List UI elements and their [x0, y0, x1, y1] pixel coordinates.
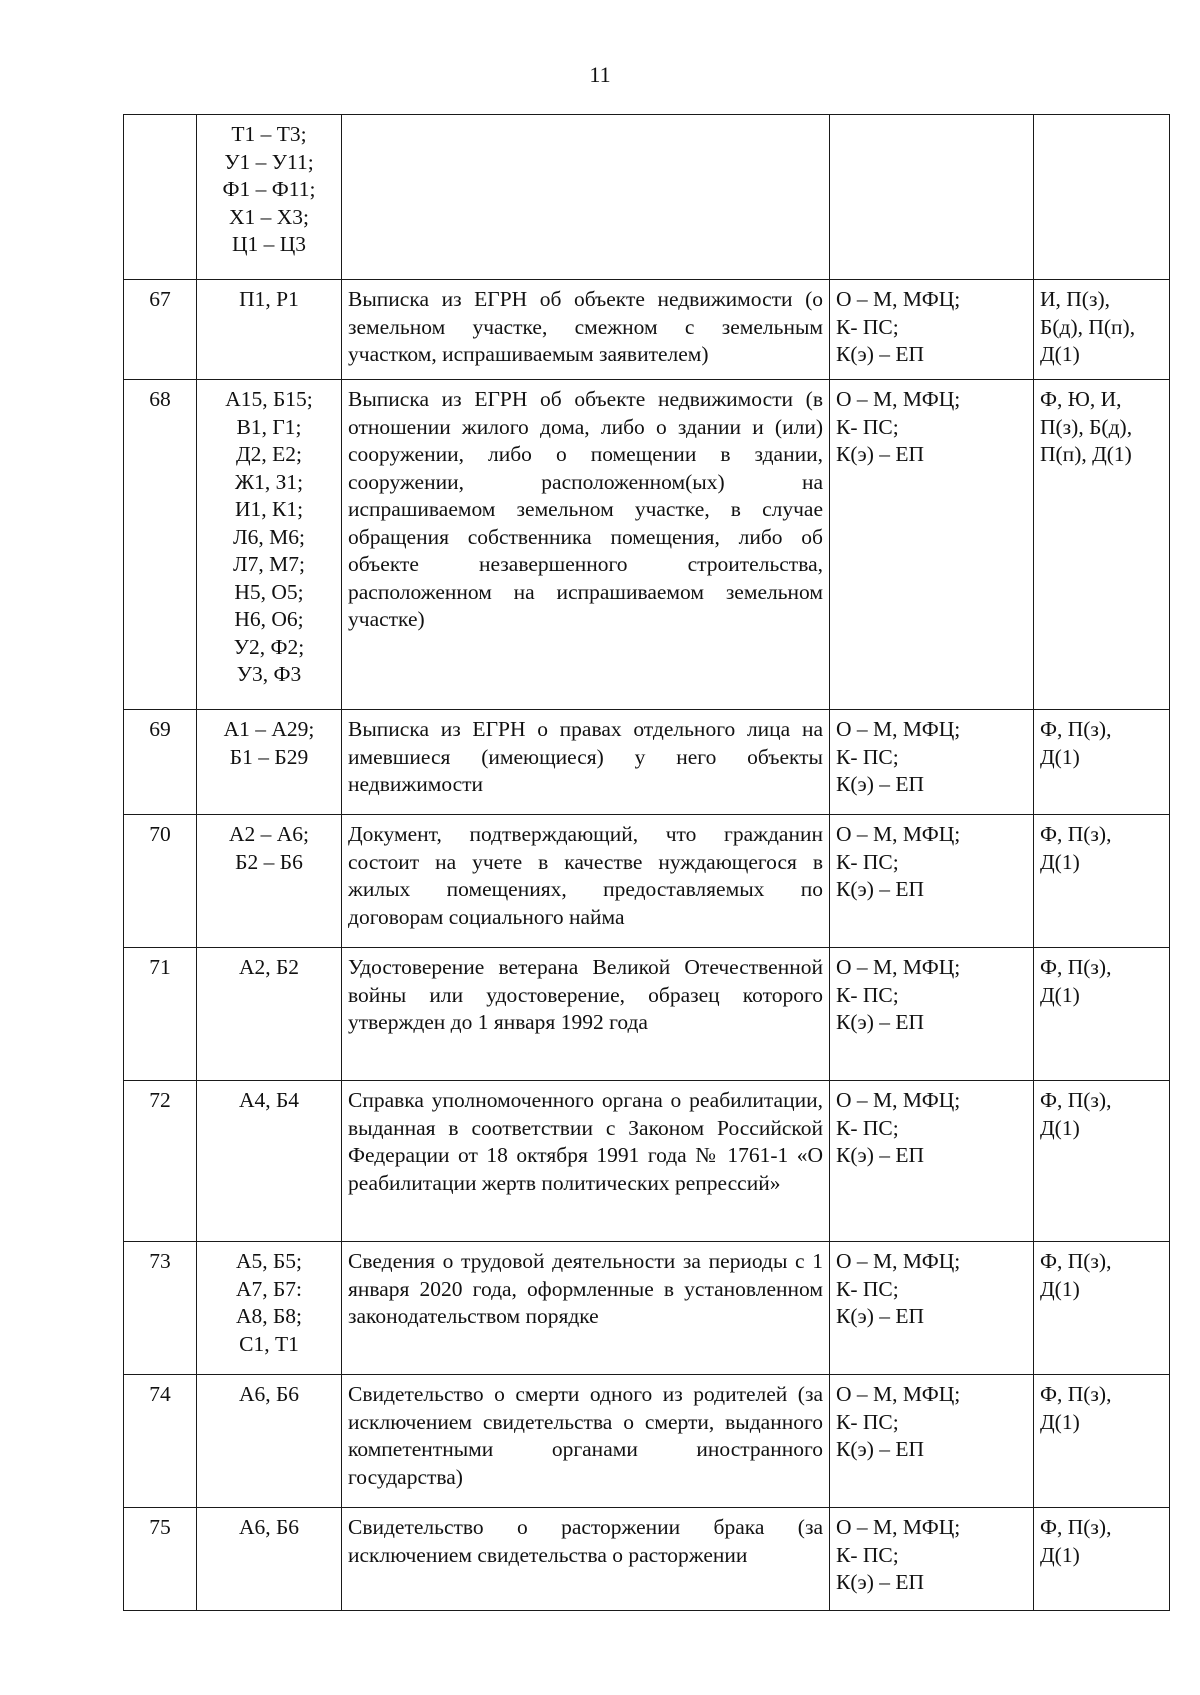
submission-mode: О – М, МФЦ; — [836, 1515, 961, 1539]
submission-mode: К(э) – ЕП — [836, 1437, 925, 1461]
applicant-category: П(з), Б(д), — [1040, 414, 1133, 439]
applicant-category: Ф, П(з), — [1040, 955, 1112, 979]
zone-code: У1 – У11; — [224, 149, 314, 174]
zone-code: Н6, О6; — [234, 607, 304, 631]
zone-codes-cell — [197, 710, 342, 815]
row-number: 69 — [124, 710, 197, 815]
zone-code: Д2, Е2; — [235, 442, 303, 466]
row-number: 74 — [124, 1375, 197, 1508]
zone-code: С1, Т1 — [239, 1331, 299, 1356]
submission-mode: К(э) – ЕП — [836, 1010, 925, 1034]
table-row — [124, 280, 1170, 380]
applicant-category-cell — [1034, 710, 1170, 815]
submission-mode-cell — [830, 1242, 1034, 1375]
document-description-cell — [342, 815, 830, 948]
submission-mode: К(э) – ЕП — [836, 442, 925, 466]
document-description-cell — [342, 380, 830, 710]
applicant-category: Д(1) — [1040, 982, 1080, 1007]
zone-code: Б2 – Б6 — [235, 849, 303, 874]
document-description-cell — [342, 1242, 830, 1375]
submission-mode-cell — [830, 115, 1034, 280]
submission-mode-cell — [830, 1508, 1034, 1611]
row-number: 70 — [124, 815, 197, 948]
applicant-category: Д(1) — [1040, 1276, 1080, 1301]
table-row — [124, 115, 1170, 280]
submission-mode-cell — [830, 815, 1034, 948]
applicant-category: Д(1) — [1040, 1542, 1080, 1567]
table-body — [124, 115, 1170, 1611]
applicant-category: Ф, П(з), — [1040, 1249, 1112, 1273]
applicant-category: П(п), Д(1) — [1040, 442, 1132, 466]
applicant-category-cell — [1034, 380, 1170, 710]
zone-code: А5, Б5; — [235, 1249, 303, 1273]
document-description-cell — [342, 948, 830, 1081]
table-row — [124, 1081, 1170, 1242]
submission-mode: К(э) – ЕП — [836, 877, 925, 901]
submission-mode: К- ПС; — [836, 314, 899, 339]
document-description: Выписка из ЕГРН об объекте недвижимости (о земельном участке, смежном с земельным участком, испрашиваемым заявителем) — [348, 287, 823, 366]
zone-code: А1 – А29; — [223, 717, 315, 741]
applicant-category-cell — [1034, 1081, 1170, 1242]
submission-mode: К(э) – ЕП — [836, 1570, 925, 1594]
zone-codes-cell — [197, 1508, 342, 1611]
zone-code: Л7, М7; — [233, 552, 305, 576]
submission-mode: К- ПС; — [836, 1542, 899, 1567]
zone-code: А2, Б2 — [238, 955, 300, 979]
submission-mode: К(э) – ЕП — [836, 342, 925, 366]
row-number: 75 — [124, 1508, 197, 1611]
submission-mode: О – М, МФЦ; — [836, 717, 961, 741]
applicant-category: Ф, П(з), — [1040, 822, 1112, 846]
document-description: Сведения о трудовой деятельности за периоды с 1 января 2020 года, оформленные в установленном законодательством порядке — [348, 1249, 823, 1328]
zone-code: Л6, М6; — [233, 524, 305, 549]
document-description-cell — [342, 115, 830, 280]
table-row — [124, 1508, 1170, 1611]
document-description-cell — [342, 1508, 830, 1611]
zone-codes-cell — [197, 380, 342, 710]
document-description: Выписка из ЕГРН об объекте недвижимости (в отношении жилого дома, либо о здании и (или) сооружении, либо о помещении в здании, сооружении, расположенном(ых) на испрашиваемом земельном участке, в случае обращения собственника помещения, либо об объекте незавершенного строительства, расположенном на испрашиваемом земельном участке) — [348, 387, 823, 631]
submission-mode-cell — [830, 280, 1034, 380]
zone-codes-cell — [197, 115, 342, 280]
submission-mode: К- ПС; — [836, 849, 899, 874]
applicant-category-cell — [1034, 1242, 1170, 1375]
zone-codes-cell — [197, 1081, 342, 1242]
submission-mode: О – М, МФЦ; — [836, 387, 961, 411]
submission-mode: К- ПС; — [836, 414, 899, 439]
zone-code: В1, Г1; — [236, 414, 302, 439]
submission-mode: О – М, МФЦ; — [836, 1382, 961, 1406]
table-row — [124, 1375, 1170, 1508]
document-description-cell — [342, 1081, 830, 1242]
zone-code: А6, Б6 — [238, 1382, 300, 1406]
submission-mode: О – М, МФЦ; — [836, 822, 961, 846]
row-number: 68 — [124, 380, 197, 710]
table-row — [124, 380, 1170, 710]
document-description: Выписка из ЕГРН о правах отдельного лица на имевшиеся (имеющиеся) у него объекты недвижимости — [348, 717, 823, 796]
document-description-cell — [342, 1375, 830, 1508]
submission-mode: К(э) – ЕП — [836, 772, 925, 796]
table-row — [124, 948, 1170, 1081]
zone-code: У2, Ф2; — [233, 634, 305, 659]
submission-mode: К- ПС; — [836, 1276, 899, 1301]
row-number: 67 — [124, 280, 197, 380]
submission-mode-cell — [830, 1375, 1034, 1508]
submission-mode: К- ПС; — [836, 982, 899, 1007]
zone-codes-cell — [197, 1242, 342, 1375]
zone-code: А8, Б8; — [235, 1304, 303, 1328]
table-row — [124, 815, 1170, 948]
applicant-category: Б(д), П(п), — [1040, 314, 1136, 339]
zone-code: А6, Б6 — [238, 1515, 300, 1539]
zone-codes-cell — [197, 815, 342, 948]
zone-code: Ж1, З1; — [234, 469, 304, 494]
zone-codes-cell — [197, 1375, 342, 1508]
zone-code: Б1 – Б29 — [229, 744, 309, 769]
zone-code: Ц1 – Ц3 — [231, 232, 307, 256]
row-number: 72 — [124, 1081, 197, 1242]
submission-mode: О – М, МФЦ; — [836, 1249, 961, 1273]
zone-code: А7, Б7: — [235, 1276, 303, 1301]
submission-mode-cell — [830, 1081, 1034, 1242]
submission-mode: К(э) – ЕП — [836, 1143, 925, 1167]
applicant-category: Ф, П(з), — [1040, 1088, 1112, 1112]
document-description: Свидетельство о расторжении брака (за исключением свидетельства о расторжении — [348, 1515, 823, 1567]
table-row — [124, 1242, 1170, 1375]
submission-mode: К- ПС; — [836, 1115, 899, 1140]
documents-table — [123, 114, 1170, 1611]
row-number: 71 — [124, 948, 197, 1081]
submission-mode: К- ПС; — [836, 744, 899, 769]
submission-mode-cell — [830, 710, 1034, 815]
applicant-category-cell — [1034, 1508, 1170, 1611]
submission-mode-cell — [830, 948, 1034, 1081]
zone-code: Х1 – Х3; — [228, 204, 310, 229]
document-description: Свидетельство о смерти одного из родителей (за исключением свидетельства о смерти, выданного компетентными органами иностранного государства) — [348, 1382, 823, 1489]
zone-code: Н5, О5; — [234, 579, 304, 604]
zone-code: У3, Ф3 — [236, 662, 302, 686]
applicant-category: Д(1) — [1040, 1115, 1080, 1140]
applicant-category: Д(1) — [1040, 342, 1080, 366]
zone-code: А15, Б15; — [225, 387, 313, 411]
applicant-category-cell — [1034, 1375, 1170, 1508]
applicant-category: И, П(з), — [1040, 287, 1110, 311]
zone-code: А4, Б4 — [238, 1088, 300, 1112]
applicant-category-cell — [1034, 115, 1170, 280]
table-row — [124, 710, 1170, 815]
zone-code: П1, Р1 — [239, 287, 299, 311]
applicant-category-cell — [1034, 948, 1170, 1081]
applicant-category-cell — [1034, 280, 1170, 380]
submission-mode: К- ПС; — [836, 1409, 899, 1434]
zone-codes-cell — [197, 948, 342, 1081]
applicant-category: Ф, П(з), — [1040, 1382, 1112, 1406]
document-description-cell — [342, 710, 830, 815]
document-description: Удостоверение ветерана Великой Отечественной войны или удостоверение, образец которого утвержден до 1 января 1992 года — [348, 955, 823, 1034]
page-number: 11 — [589, 62, 611, 87]
applicant-category: Д(1) — [1040, 1409, 1080, 1434]
document-description: Справка уполномоченного органа о реабилитации, выданная в соответствии с Законом Российской Федерации от 18 октября 1991 года № 1761-1 «О реабилитации жертв политических репрессий» — [348, 1088, 823, 1195]
submission-mode: К(э) – ЕП — [836, 1304, 925, 1328]
row-number — [124, 115, 197, 280]
submission-mode: О – М, МФЦ; — [836, 287, 961, 311]
zone-code: И1, К1; — [234, 497, 304, 521]
document-description: Документ, подтверждающий, что гражданин состоит на учете в качестве нуждающегося в жилых помещениях, предоставляемых по договорам социального найма — [348, 822, 823, 929]
applicant-category: Ф, Ю, И, — [1040, 387, 1122, 411]
submission-mode: О – М, МФЦ; — [836, 955, 961, 979]
applicant-category-cell — [1034, 815, 1170, 948]
applicant-category: Д(1) — [1040, 849, 1080, 874]
zone-code: Т1 – Т3; — [231, 122, 307, 146]
document-description-cell — [342, 280, 830, 380]
applicant-category: Д(1) — [1040, 744, 1080, 769]
applicant-category: Ф, П(з), — [1040, 717, 1112, 741]
zone-codes-cell — [197, 280, 342, 380]
zone-code: А2 – А6; — [228, 822, 310, 846]
submission-mode-cell — [830, 380, 1034, 710]
row-number: 73 — [124, 1242, 197, 1375]
submission-mode: О – М, МФЦ; — [836, 1088, 961, 1112]
applicant-category: Ф, П(з), — [1040, 1515, 1112, 1539]
zone-code: Ф1 – Ф11; — [222, 177, 316, 201]
